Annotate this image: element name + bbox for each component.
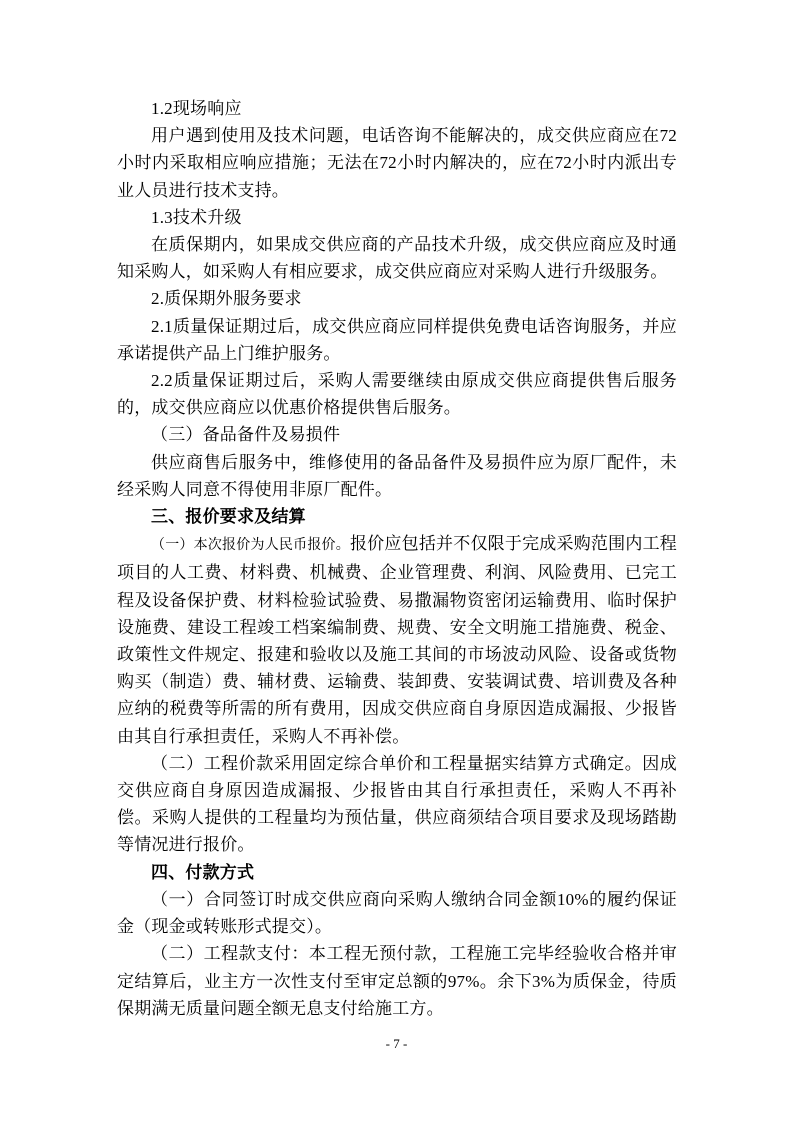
clause-3-spare-parts-title: （三）备品备件及易损件 bbox=[151, 425, 341, 445]
text-segment: 报价应包括并不仅限于完成采购范围内工程项目的人工费、材料费、机械费、企业管理费、利润、风险费用、已完工程及设备保护费、材料检验试验费、易撒漏物资密闭运输费用、临时保护设施费、建设工程竣工档案编制费、规费、安全文明施工措施费、税金、政策性文件规定、报建和验收以及施工其间的市场波动风险、设备或货物购买（制造）费、辅材费、运输费、装卸费、安装调试费、培训费及各种应纳的税费等所需的所有费用，因成交供应商自身原因造成漏报、少报皆由其自行承担责任，采购人不再补偿。 bbox=[117, 534, 677, 746]
page-number: - 7 - bbox=[385, 1036, 408, 1051]
clause-3-spare-parts-body: 供应商售后服务中，维修使用的备品备件及易损件应为原厂配件，未经采购人同意不得使用非原厂配件。 bbox=[117, 452, 677, 499]
quote-clause-1 bbox=[117, 530, 677, 750]
section-4-heading: 四、付款方式 bbox=[151, 862, 255, 882]
payment-clause-1: （一）合同签订时成交供应商向采购人缴纳合同金额10%的履约保证金（现金或转账形式提交）。 bbox=[117, 889, 677, 937]
text-segment: （一）本次报价为人民币报价。 bbox=[151, 538, 350, 554]
clause-1-2-title: 1.2现场响应 bbox=[151, 99, 242, 118]
payment-clause-2: （二）工程款支付：本工程无预付款，工程施工完毕经验收合格并审定结算后，业主方一次性支付至审定总额的97%。余下3%为质保金，待质保期满无质量问题全额无息支付给施工方。 bbox=[117, 944, 677, 1018]
clause-2-title: 2.质保期外服务要求 bbox=[151, 289, 302, 309]
quote-clause-2: （二）工程价款采用固定综合单价和工程量据实结算方式确定。因成交供应商自身原因造成漏报、少报皆由其自行承担责任，采购人不再补偿。采购人提供的工程量均为预估量，供应商须结合项目要求及现场踏勘等情况进行报价。 bbox=[117, 753, 677, 855]
clause-2-2-body: 2.2质量保证期过后，采购人需要继续由原成交供应商提供售后服务的，成交供应商应以优惠价格提供售后服务。 bbox=[117, 371, 677, 418]
section-3-heading: 三、报价要求及结算 bbox=[151, 507, 306, 527]
document-body bbox=[117, 95, 677, 1022]
clause-1-3-body: 在质保期内，如果成交供应商的产品技术升级，成交供应商应及时通知采购人，如采购人有相应要求，成交供应商应对采购人进行升级服务。 bbox=[117, 235, 677, 282]
clause-2-1-body: 2.1质量保证期过后，成交供应商应同样提供免费电话咨询服务，并应承诺提供产品上门维护服务。 bbox=[117, 316, 677, 363]
clause-1-3-title: 1.3技术升级 bbox=[151, 207, 242, 227]
clause-1-2-body: 用户遇到使用及技术问题，电话咨询不能解决的，成交供应商应在72小时内采取相应响应措施；无法在72小时内解决的，应在72小时内派出专业人员进行技术支持。 bbox=[117, 126, 677, 200]
